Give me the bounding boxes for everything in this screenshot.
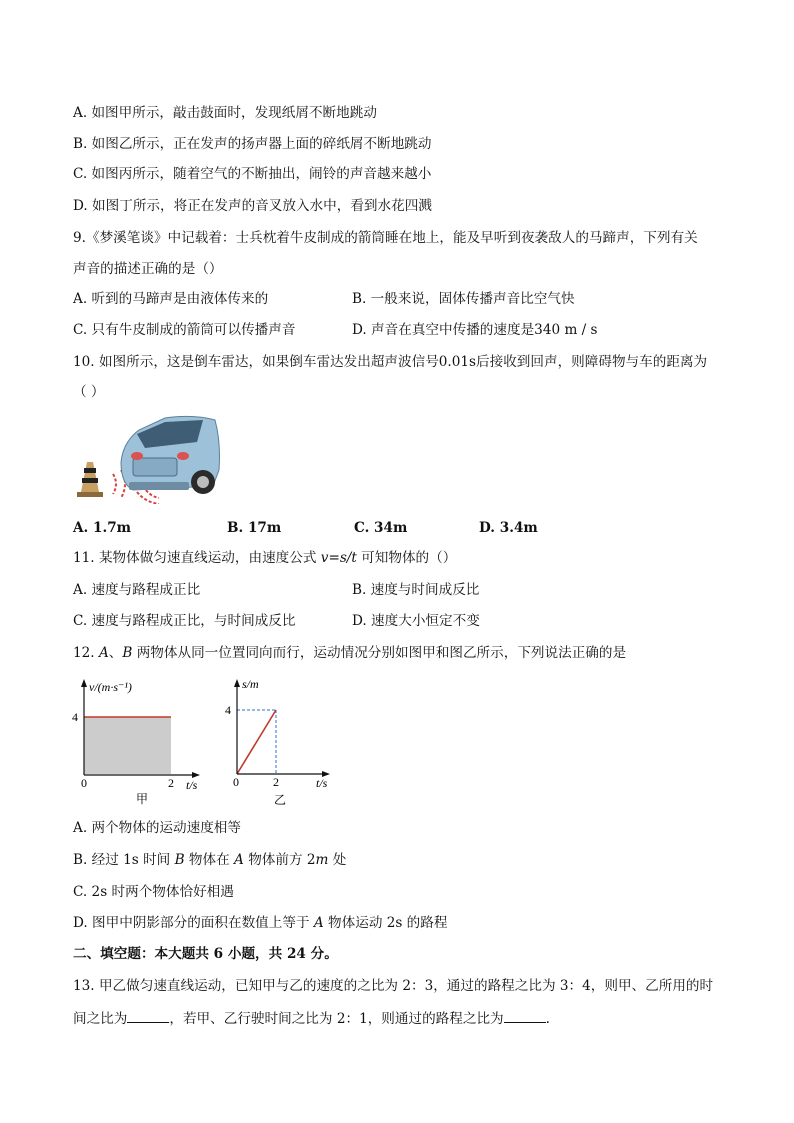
x-tick-label: 2 bbox=[273, 775, 279, 789]
origin-label: 0 bbox=[233, 775, 239, 789]
q9-option-c: C. 只有牛皮制成的箭筒可以传播声音 bbox=[73, 322, 296, 338]
y-tick-label: 4 bbox=[72, 710, 78, 724]
q10-option-b: B. 17m bbox=[227, 520, 282, 536]
q11-option-b: B. 速度与时间成反比 bbox=[352, 582, 480, 598]
q12-stem: 12. A、B 两物体从同一位置同向而行，运动情况分别如图甲和图乙所示，下列说法正确的是 bbox=[73, 645, 627, 661]
answer-blank-2[interactable] bbox=[504, 1008, 546, 1023]
y-axis-arrow bbox=[81, 679, 87, 687]
section-heading: 二、填空题：本大题共 6 小题，共 24 分。 bbox=[73, 946, 338, 962]
q12-option-d: D. 图甲中阴影部分的面积在数值上等于 A 物体运动 2s 的路程 bbox=[73, 915, 448, 931]
q10-option-c: C. 34m bbox=[354, 520, 408, 536]
q8-option-c: C. 如图丙所示，随着空气的不断抽出，闹铃的声音越来越小 bbox=[73, 166, 432, 182]
q9-option-a: A. 听到的马蹄声是由液体传来的 bbox=[73, 291, 269, 307]
displacement-line bbox=[237, 710, 276, 774]
q11-option-d: D. 速度大小恒定不变 bbox=[352, 613, 480, 629]
q12-option-b: B. 经过 1s 时间 B 物体在 A 物体前方 2m 处 bbox=[73, 852, 347, 868]
graph-yi-s-t bbox=[222, 675, 342, 810]
graph-jia-v-t bbox=[70, 675, 210, 810]
q10-stem-line1: 10. 如图所示，这是倒车雷达，如果倒车雷达发出超声波信号0.01s后接收到回声，则障碍物与车的距离为 bbox=[73, 354, 708, 370]
q8-option-b: B. 如图乙所示，正在发声的扬声器上面的碎纸屑不断地跳动 bbox=[73, 136, 432, 152]
q10-stem-line2: （ ） bbox=[73, 384, 105, 400]
q13-stem-line1: 13. 甲乙做匀速直线运动，已知甲与乙的速度的之比为 2：3，通过的路程之比为 3：4，则甲、乙所用的时 bbox=[73, 978, 714, 994]
q11-stem: 11. 某物体做匀速直线运动，由速度公式 v=s/t 可知物体的（） bbox=[73, 550, 457, 566]
q9-stem-line1: 9.《梦溪笔谈》中记载着：士兵枕着牛皮制成的箭筒睡在地上，能及早听到夜袭敌人的马蹄声，下列有关 bbox=[73, 230, 698, 246]
car-radar-illustration bbox=[73, 412, 223, 504]
speed-formula: v=s/t bbox=[320, 550, 357, 566]
car bbox=[121, 416, 220, 494]
q9-stem-line2: 声音的描述正确的是（） bbox=[73, 261, 223, 277]
q8-option-a: A. 如图甲所示，敲击鼓面时，发现纸屑不断地跳动 bbox=[73, 105, 377, 121]
q13-stem-line2: 间之比为 ，若甲、乙行驶时间之比为 2：1，则通过的路程之比为 . bbox=[73, 1008, 550, 1029]
q12-option-a: A. 两个物体的运动速度相等 bbox=[73, 820, 241, 836]
x-tick-label: 2 bbox=[168, 776, 174, 790]
y-axis-arrow bbox=[234, 679, 240, 687]
y-tick-label: 4 bbox=[225, 703, 231, 717]
y-axis-label: s/m bbox=[242, 677, 259, 691]
q10-option-d: D. 3.4m bbox=[479, 520, 538, 536]
answer-blank-1[interactable] bbox=[127, 1008, 169, 1023]
q11-option-c: C. 速度与路程成正比，与时间成反比 bbox=[73, 613, 296, 629]
q11-option-a: A. 速度与路程成正比 bbox=[73, 582, 201, 598]
q9-option-d: D. 声音在真空中传播的速度是340 m / s bbox=[352, 322, 598, 338]
y-axis-label: v/(m·s⁻¹) bbox=[89, 680, 132, 694]
x-axis-label: t/s bbox=[186, 778, 198, 792]
graph-caption: 乙 bbox=[274, 793, 287, 807]
q10-option-a: A. 1.7m bbox=[73, 520, 132, 536]
q12-option-c: C. 2s 时两个物体恰好相遇 bbox=[73, 884, 234, 900]
q8-option-d: D. 如图丁所示，将正在发声的音叉放入水中，看到水花四溅 bbox=[73, 198, 432, 214]
x-axis-label: t/s bbox=[316, 776, 328, 790]
origin-label: 0 bbox=[81, 776, 87, 790]
q9-option-b: B. 一般来说，固体传播声音比空气快 bbox=[352, 291, 575, 307]
shaded-area bbox=[84, 717, 171, 774]
traffic-cone bbox=[77, 462, 103, 497]
graph-caption: 甲 bbox=[136, 792, 149, 806]
